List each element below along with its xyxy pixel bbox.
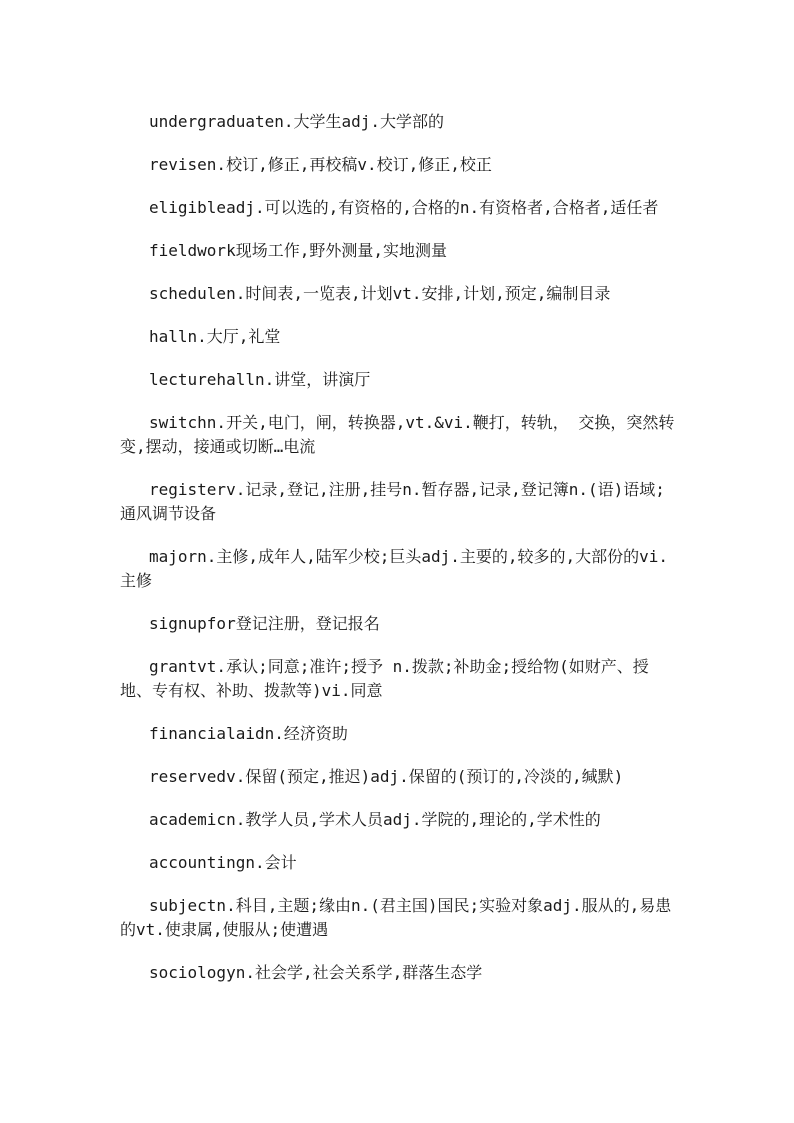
vocabulary-entry: halln.大厅,礼堂 — [149, 327, 281, 346]
vocabulary-entry: fieldwork现场工作,野外测量,实地测量 — [149, 241, 447, 260]
vocabulary-entry: signupfor登记注册，登记报名 — [149, 614, 380, 633]
vocabulary-entry: sociologyn.社会学,社会关系学,群落生态学 — [149, 963, 483, 982]
vocabulary-entry: switchn.开关,电门，闸，转换器,vt.&vi.鞭打，转轨， 交换，突然转变,摆动，接通或切断…电流 — [120, 413, 675, 456]
vocabulary-entry: schedulen.时间表,一览表,计划vt.安排,计划,预定,编制目录 — [149, 284, 611, 303]
vocabulary-list — [120, 94, 680, 1004]
vocabulary-entry: lecturehalln.讲堂，讲演厅 — [149, 370, 371, 389]
vocabulary-entry: subjectn.科目,主题;缘由n.(君主国)国民;实验对象adj.服从的,易患的vt.使隶属,使服从;使遭遇 — [120, 896, 672, 939]
vocabulary-entry: revisen.校订,修正,再校稿v.校订,修正,校正 — [149, 155, 492, 174]
vocabulary-entry: financialaidn.经济资助 — [149, 724, 348, 743]
vocabulary-entry: undergraduaten.大学生adj.大学部的 — [149, 112, 445, 131]
vocabulary-entry: academicn.教学人员,学术人员adj.学院的,理论的,学术性的 — [149, 810, 601, 829]
vocabulary-entry: majorn.主修,成年人,陆军少校;巨头adj.主要的,较多的,大部份的vi.主修 — [120, 547, 669, 590]
vocabulary-entry: reservedv.保留(预定,推迟)adj.保留的(预订的,冷淡的,缄默) — [149, 767, 624, 786]
vocabulary-entry: accountingn.会计 — [149, 853, 297, 872]
vocabulary-entry: registerv.记录,登记,注册,挂号n.暂存器,记录,登记簿n.(语)语域;通风调节设备 — [120, 480, 665, 523]
vocabulary-entry: grantvt.承认;同意;准许;授予 n.拨款;补助金;授给物(如财产、授地、专有权、补助、拨款等)vi.同意 — [120, 657, 649, 700]
vocabulary-entry: eligibleadj.可以选的,有资格的,合格的n.有资格者,合格者,适任者 — [149, 198, 659, 217]
